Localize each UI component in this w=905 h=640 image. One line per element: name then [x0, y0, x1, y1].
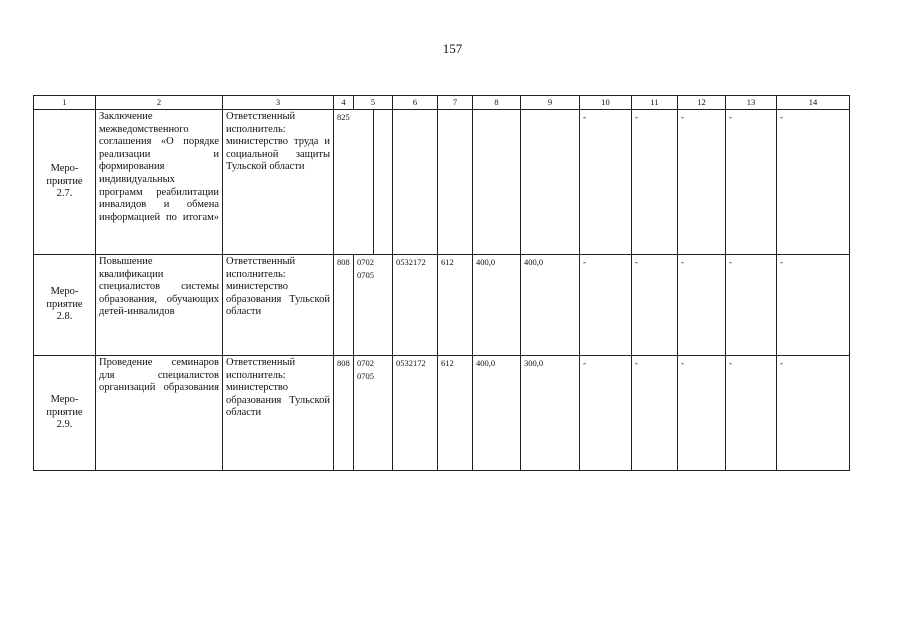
value-cell-9: 300,0	[521, 356, 580, 471]
header-cell-12: 12	[678, 96, 726, 110]
description-cell: Проведение семинаров для специалистов организаций образования	[96, 356, 223, 471]
code-cell-4: 808	[334, 255, 354, 356]
header-cell-10: 10	[580, 96, 632, 110]
code-cell-6: 0532172	[393, 255, 438, 356]
activity-label: Меро- приятие 2.7.	[46, 163, 83, 200]
value-cell-12: -	[678, 110, 726, 255]
value-cell-12: -	[678, 356, 726, 471]
value-cell-12: -	[678, 255, 726, 356]
value-cell-11: -	[632, 255, 678, 356]
header-row	[34, 96, 850, 110]
code-cell-6	[393, 110, 438, 255]
value-cell-11: -	[632, 110, 678, 255]
header-cell-8: 8	[473, 96, 521, 110]
header-cell-11: 11	[632, 96, 678, 110]
activity-cell	[34, 255, 96, 356]
activity-label: Меро- приятие 2.8.	[46, 286, 83, 323]
section-code: 0702	[357, 358, 374, 368]
header-cell-14: 14	[777, 96, 850, 110]
value-cell-13: -	[726, 255, 777, 356]
description-cell: Заключение межведомственного соглашения «О порядке реализации и формирования индивидуальных программ реабилитации инвалидов и обмена информацией по итогам»	[96, 110, 223, 255]
code-cell-4: 825	[334, 110, 374, 255]
section-code: 0702	[357, 257, 374, 267]
header-cell-7: 7	[438, 96, 473, 110]
activity-cell	[34, 110, 96, 255]
code-cell-5	[354, 255, 393, 356]
code-cell-4: 808	[334, 356, 354, 471]
value-cell-11: -	[632, 356, 678, 471]
value-cell-8	[473, 110, 521, 255]
value-cell-8: 400,0	[473, 356, 521, 471]
value-cell-10: -	[580, 356, 632, 471]
value-cell-14: -	[777, 110, 850, 255]
value-cell-9	[521, 110, 580, 255]
header-cell-9: 9	[521, 96, 580, 110]
value-cell-10: -	[580, 255, 632, 356]
value-cell-8: 400,0	[473, 255, 521, 356]
code-cell-6: 0532172	[393, 356, 438, 471]
table-row	[34, 356, 850, 471]
table-row	[34, 255, 850, 356]
header-cell-6: 6	[393, 96, 438, 110]
activity-label: Меро- приятие 2.9.	[46, 394, 83, 431]
value-cell-9: 400,0	[521, 255, 580, 356]
value-cell-14: -	[777, 255, 850, 356]
section-code: 0705	[357, 270, 374, 280]
executor-cell: Ответственный исполнитель: министерство образования Тульской области	[223, 356, 334, 471]
code-cell-7	[438, 110, 473, 255]
header-cell-1: 1	[34, 96, 96, 110]
page-number: 157	[442, 41, 463, 56]
value-cell-13: -	[726, 356, 777, 471]
executor-cell: Ответственный исполнитель: министерство образования Тульской области	[223, 255, 334, 356]
code-cell-5	[374, 110, 393, 255]
description-cell: Повышение квалификации специалистов системы образования, обучающих детей-инвалидов	[96, 255, 223, 356]
code-cell-5	[354, 356, 393, 471]
header-cell-2: 2	[96, 96, 223, 110]
header-cell-5: 5	[354, 96, 393, 110]
activity-cell	[34, 356, 96, 471]
value-cell-10: -	[580, 110, 632, 255]
code-cell-7: 612	[438, 356, 473, 471]
header-cell-3: 3	[223, 96, 334, 110]
value-cell-14: -	[777, 356, 850, 471]
section-code: 0705	[357, 371, 374, 381]
executor-cell: Ответственный исполнитель: министерство труда и социальной защиты Тульской области	[223, 110, 334, 255]
header-cell-13: 13	[726, 96, 777, 110]
table-row	[34, 110, 850, 255]
value-cell-13: -	[726, 110, 777, 255]
activities-table	[33, 95, 850, 471]
header-cell-4: 4	[334, 96, 354, 110]
code-cell-7: 612	[438, 255, 473, 356]
